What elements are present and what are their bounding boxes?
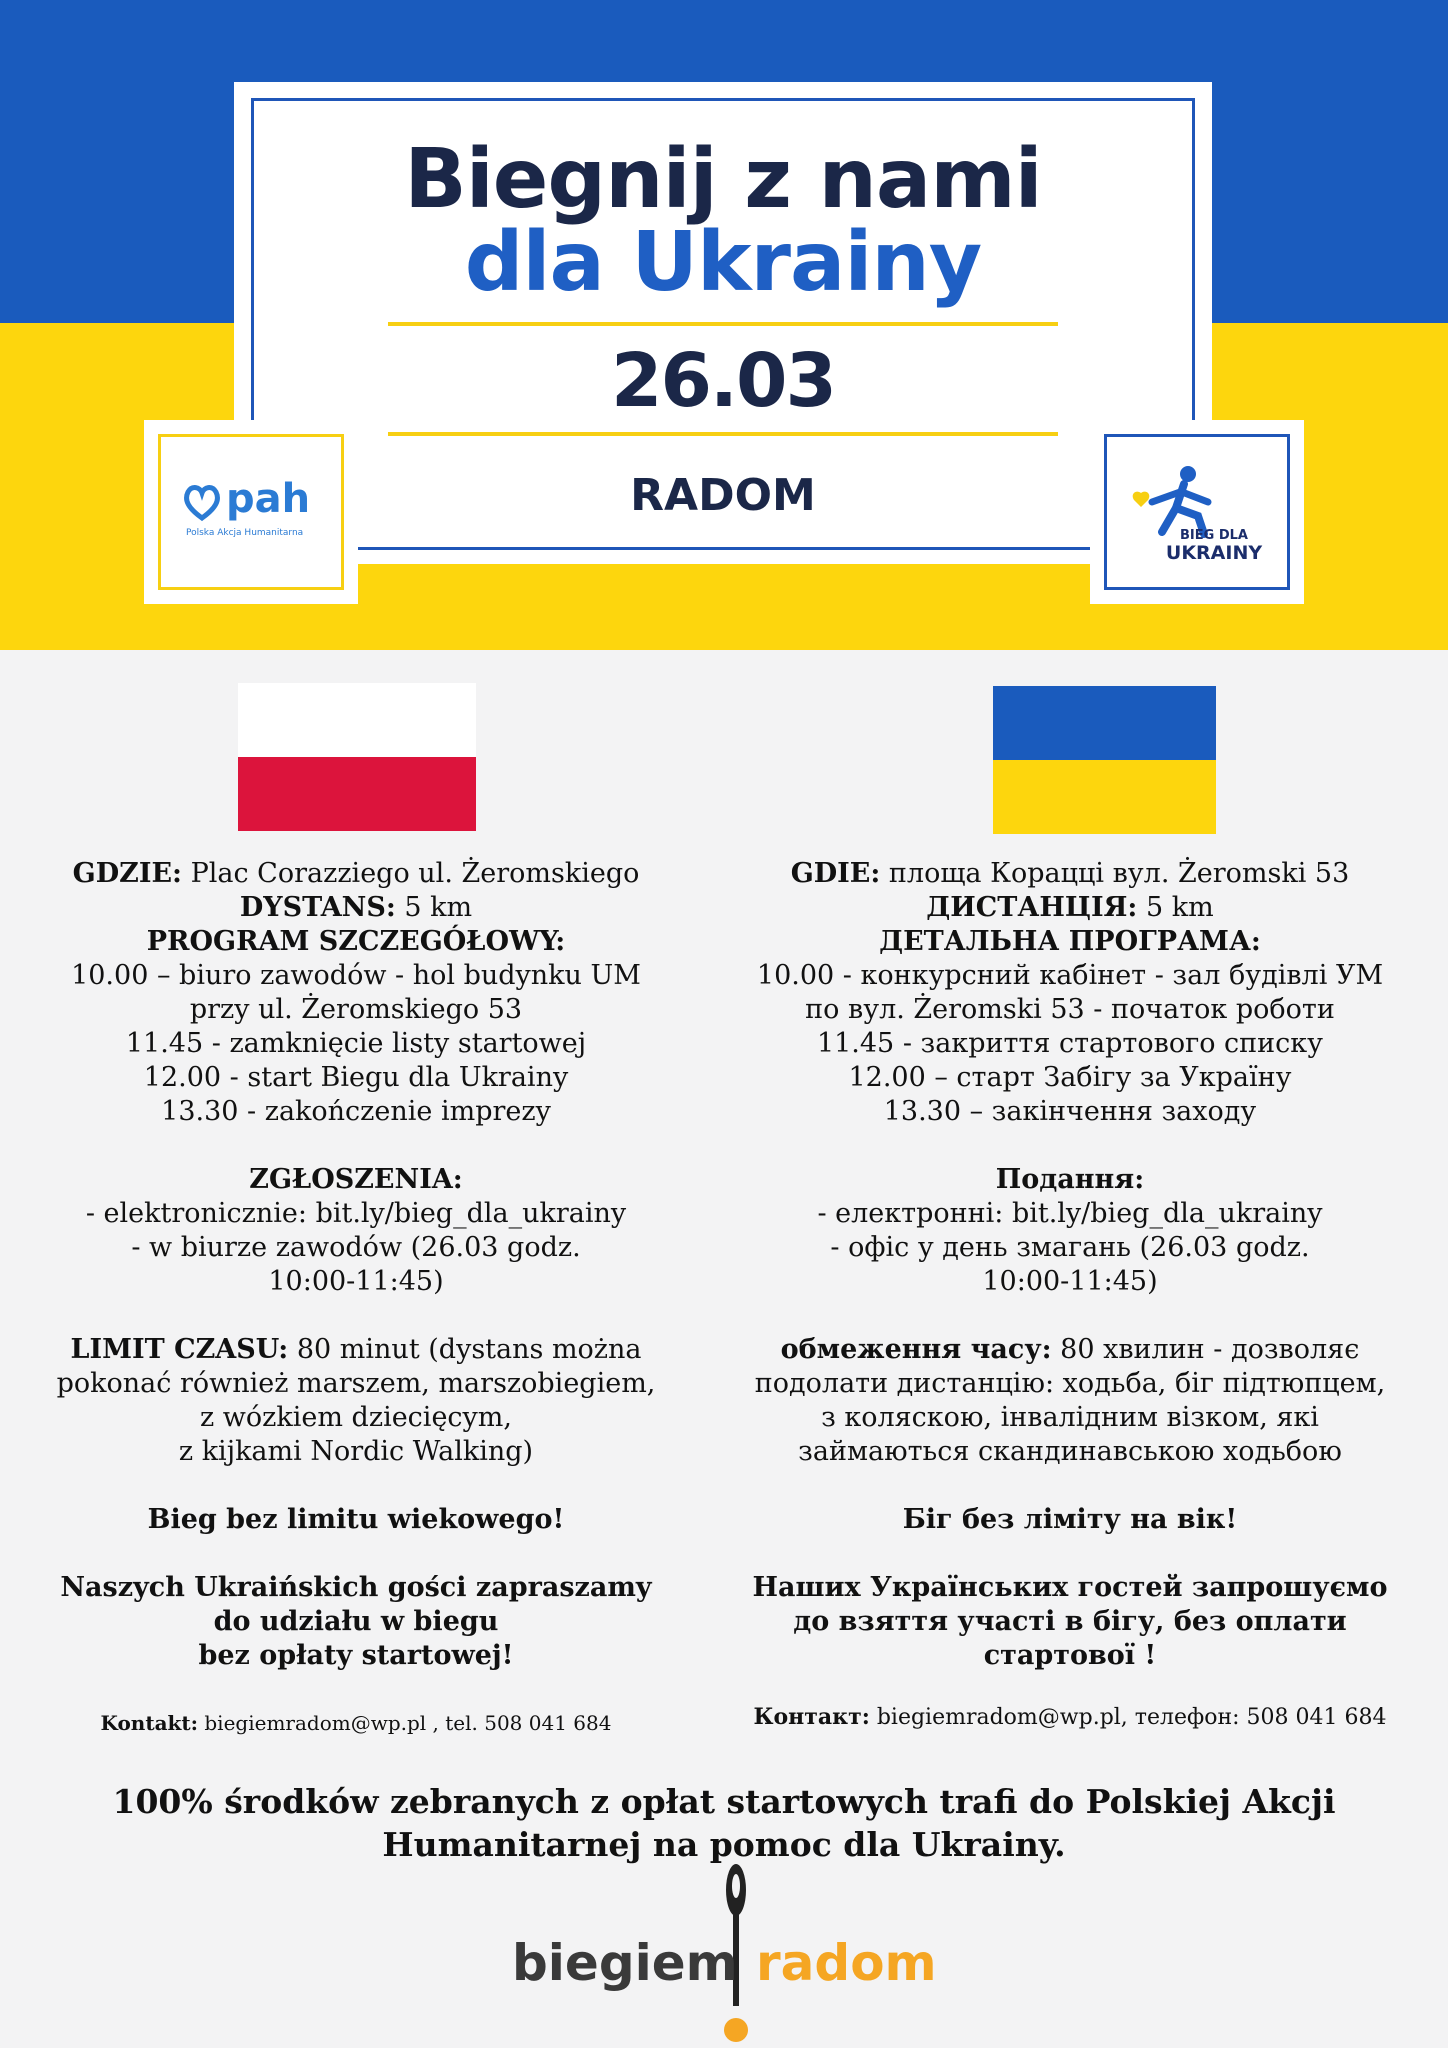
ukrainian-column — [720, 857, 1420, 1732]
invite-line: Наших Українських гостей запрошуємо — [752, 1572, 1388, 1603]
event-date: 26.03 — [610, 338, 836, 424]
poland-flag — [238, 683, 476, 831]
invite-line: do udziału w biegu — [213, 1606, 499, 1637]
pah-logo — [144, 420, 358, 604]
program-item: 10.00 - конкурсний кабінет - зал будівлі УМ — [756, 960, 1384, 991]
age-note: Біг без ліміту на вік! — [902, 1504, 1238, 1535]
logo-text-biegiem: biegiem — [512, 1934, 738, 1992]
logo-text-radom: radom — [756, 1934, 937, 1992]
registration-label: ZGŁOSZENIA: — [249, 1164, 463, 1195]
pah-logo-subtitle: Polska Akcja Humanitarna — [186, 528, 304, 538]
where-label: GDIE: — [790, 858, 881, 889]
limit-detail: подолати дистанцію: ходьба, біг підтюпцем, — [754, 1368, 1386, 1399]
where-value: площа Кораццi вул. Żeromski 53 — [880, 858, 1350, 889]
title-line2: dla Ukrainy — [464, 215, 982, 310]
distance-line — [18, 891, 694, 925]
event-city: RADOM — [630, 470, 816, 521]
limit-line — [720, 1333, 1420, 1367]
bieg-logo-line2: UKRAINY — [1165, 542, 1263, 564]
polish-column — [18, 857, 694, 1737]
program-item: 13.30 - zakończenie imprezy — [161, 1096, 551, 1127]
age-note: Bieg bez limitu wiekowego! — [147, 1504, 565, 1535]
limit-label: LIMIT CZASU: — [70, 1334, 289, 1365]
where-value: Plac Corazziego ul. Żeromskiego — [182, 858, 640, 889]
program-item: 11.45 - закриття стартового списку — [816, 1028, 1324, 1059]
limit-detail: z wózkiem dziecięcym, — [200, 1402, 512, 1433]
ukraine-flag — [993, 686, 1216, 834]
poland-flag-red — [238, 757, 476, 831]
donation-note-line2: Humanitarnej na pomoc dla Ukrainy. — [382, 1825, 1066, 1864]
registration-item: - офіс у день змагань (26.03 godz. — [830, 1232, 1310, 1263]
ukraine-flag-yellow — [993, 760, 1216, 834]
bieg-logo-line1: BIEG DLA — [1180, 528, 1248, 543]
ukraine-flag-blue — [993, 686, 1216, 760]
pah-logo-name: pah — [226, 476, 311, 522]
program-item: 11.45 - zamknięcie listy startowej — [125, 1028, 587, 1059]
distance-line — [720, 891, 1420, 925]
distance-value: 5 km — [395, 892, 473, 923]
limit-value: 80 хвилин - дозволяє — [1051, 1334, 1360, 1365]
limit-detail: з коляскою, інвалідним візком, які — [821, 1402, 1319, 1433]
contact-label: Контакт: — [753, 1704, 870, 1730]
donation-note — [40, 1780, 1408, 1866]
pah-heart-icon — [182, 482, 222, 522]
limit-detail: z kijkami Nordic Walking) — [178, 1436, 534, 1467]
distance-value: 5 km — [1137, 892, 1214, 923]
limit-value: 80 minut (dystans można — [288, 1334, 642, 1365]
limit-label: обмеження часу: — [780, 1334, 1052, 1365]
program-item: 13.30 – закінчення заходу — [883, 1096, 1257, 1127]
program-item: по вул. Żeromski 53 - початок роботи — [805, 994, 1335, 1025]
contact-value: biegiemradom@wp.pl, телефон: 508 041 684 — [869, 1705, 1387, 1730]
program-label: ДЕТАЛЬНА ПРОГРАМА: — [879, 926, 1261, 957]
title-line1: Biegnij z nami — [404, 132, 1042, 227]
donation-note-line1: 100% środków zebranych z opłat startowych trafi do Polskiej Akcji — [112, 1782, 1336, 1821]
registration-item: - w biurze zawodów (26.03 godz. — [131, 1232, 581, 1263]
invite-line: bez opłaty startowej! — [198, 1640, 514, 1671]
contact-line — [720, 1703, 1420, 1732]
contact-label: Kontakt: — [100, 1711, 199, 1735]
registration-item: - електронні: bit.ly/bieg_dla_ukrainy — [817, 1198, 1323, 1229]
registration-item: - elektronicznie: bit.ly/bieg_dla_ukrainy — [85, 1198, 627, 1229]
program-item: 12.00 – старт Забігу за Україну — [848, 1062, 1292, 1093]
invite-line: до взяття участі в бігу, без оплати — [793, 1606, 1347, 1637]
contact-value: biegiemradom@wp.pl , tel. 508 041 684 — [198, 1711, 612, 1735]
program-label: PROGRAM SZCZEGÓŁOWY: — [146, 926, 566, 957]
limit-line — [18, 1333, 694, 1367]
program-item: 10.00 – biuro zawodów - hol budynku UM — [71, 960, 641, 991]
limit-detail: pokonać również marszem, marszobiegiem, — [56, 1368, 656, 1399]
divider-bottom — [388, 432, 1058, 436]
biegiemradom-logo — [460, 1860, 988, 2048]
bieg-dla-ukrainy-logo — [1090, 420, 1304, 604]
registration-item: 10:00-11:45) — [268, 1266, 444, 1297]
registration-item: 10:00-11:45) — [982, 1266, 1158, 1297]
program-item: 12.00 - start Biegu dla Ukrainy — [143, 1062, 569, 1093]
program-item: przy ul. Żeromskiego 53 — [189, 994, 523, 1025]
where-label: GDZIE: — [72, 858, 182, 889]
where-line — [18, 857, 694, 891]
contact-line — [18, 1709, 694, 1737]
where-line — [720, 857, 1420, 891]
distance-label: ДИСТАНЦІЯ: — [926, 892, 1138, 923]
poland-flag-white — [238, 683, 476, 757]
limit-detail: займаються скандинавською ходьбою — [798, 1436, 1342, 1467]
divider-top — [388, 322, 1058, 326]
distance-label: DYSTANS: — [239, 892, 396, 923]
invite-line: Naszych Ukraińskich gości zapraszamy — [60, 1572, 652, 1603]
registration-label: Подання: — [995, 1164, 1145, 1195]
invite-line: стартової ! — [983, 1640, 1157, 1671]
